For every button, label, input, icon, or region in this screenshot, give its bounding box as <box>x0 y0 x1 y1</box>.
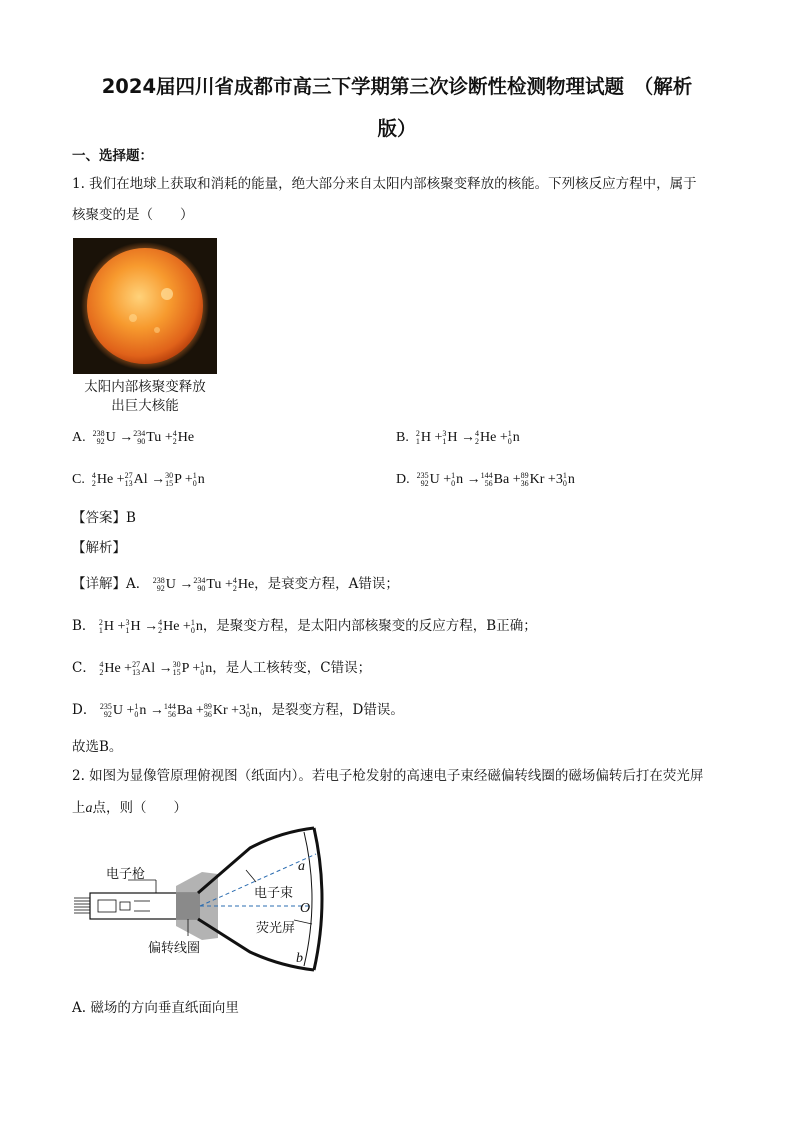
q1-detail-d: D． 235 92 U + 1 0 n → 144 56 Ba + 89 36 Kr +3 1 0 n，是裂变方程，D错误。 <box>72 701 404 719</box>
q1-analysis-label: 【解析】 <box>72 540 126 556</box>
q1-detail-c: C． 4 2 He + 27 13 Al → 30 15 P + 1 0 n，是人工核转变，C错误； <box>72 659 372 677</box>
point-b: b <box>296 951 303 966</box>
q1-answer: 【答案】B <box>72 510 136 526</box>
page-title <box>60 66 734 150</box>
q1-detail-b: B． 2 1 H + 3 1 H → 4 2 He + 1 0 n，是聚变方程，是太阳内部核聚变的反应方程，B正确； <box>72 617 537 635</box>
title-line-2: 版） <box>377 117 417 140</box>
sun-image <box>73 238 217 374</box>
q1-option-a[interactable]: A. 238 92 U → 234 90 Tu + 4 2 He <box>72 428 195 446</box>
sun-image-caption <box>70 378 220 416</box>
q1-option-c[interactable]: C. 4 2 He + 27 13 Al → 30 15 P + 1 0 n <box>72 470 205 488</box>
q1-conclusion: 故选B。 <box>72 739 123 755</box>
caption-line-2: 出巨大核能 <box>111 398 179 414</box>
caption-line-1: 太阳内部核聚变释放 <box>84 379 206 395</box>
q2-option-a[interactable]: A. 磁场的方向垂直纸面向里 <box>72 1000 239 1016</box>
crt-diagram <box>68 820 348 980</box>
q1-option-d[interactable]: D. 235 92 U + 1 0 n → 144 56 Ba + 89 36 Kr +3 1 0 n <box>396 470 575 488</box>
q2-stem-line2: 上a点，则（ ） <box>72 800 187 816</box>
label-electron-beam: 电子束 <box>254 886 294 901</box>
title-line-1: 2024届四川省成都市高三下学期第三次诊断性检测物理试题 （解析 <box>101 75 693 98</box>
section-heading: 一、选择题： <box>72 148 153 164</box>
q1-stem-line2: 核聚变的是（ ） <box>72 207 194 223</box>
q1-option-b[interactable]: B. 2 1 H + 3 1 H → 4 2 He + 1 0 n <box>396 428 520 446</box>
q1-detail-a: 【详解】A． 238 92 U → 234 90 Tu + 4 2 He，是衰变方程，A错误； <box>72 575 399 593</box>
point-o: O <box>300 901 311 916</box>
label-electron-gun: 电子枪 <box>106 867 146 882</box>
q1-stem-line1: 1. 我们在地球上获取和消耗的能量，绝大部分来自太阳内部核聚变释放的核能。下列核反应方程中，属于 <box>72 176 697 192</box>
q2-stem-line1: 2. 如图为显像管原理俯视图（纸面内）。若电子枪发射的高速电子束经磁偏转线圈的磁场偏转后打在荧光屏 <box>72 768 704 784</box>
label-deflection-coil: 偏转线圈 <box>148 941 201 956</box>
point-a: a <box>298 859 305 874</box>
label-screen: 荧光屏 <box>256 921 296 936</box>
